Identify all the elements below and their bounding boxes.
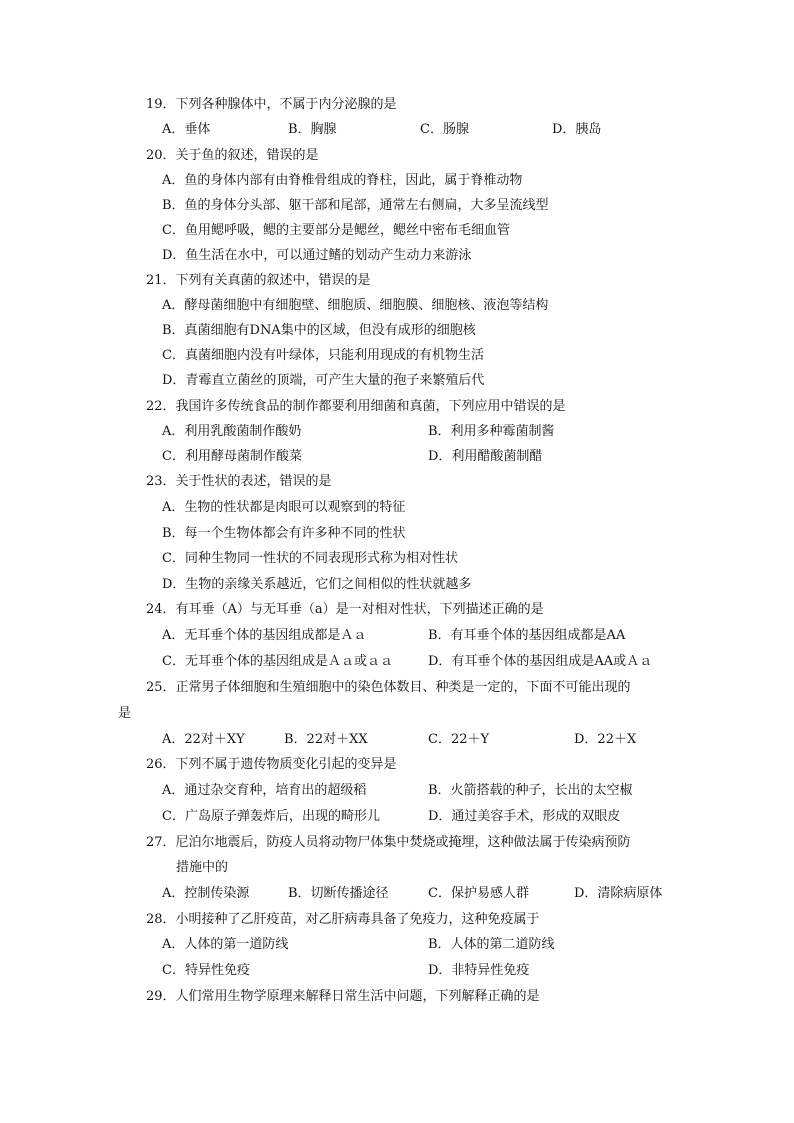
question-28-option-a: A．人体的第一道防线 <box>162 937 289 952</box>
question-19-stem: 19．下列各种腺体中，不属于内分泌腺的是 <box>146 97 397 112</box>
question-25-stem-continued: 是 <box>118 706 132 721</box>
question-20-option-a: A．鱼的身体内部有由脊椎骨组成的脊柱，因此，属于脊椎动物 <box>162 173 523 188</box>
question-22-option-c: C．利用酵母菌制作酸菜 <box>162 449 302 464</box>
question-20-stem: 20．关于鱼的叙述，错误的是 <box>146 148 319 163</box>
question-25-option-c: C．22＋Y <box>428 732 490 747</box>
question-21-option-c: C．真菌细胞内没有叶绿体，只能利用现成的有机物生活 <box>162 348 484 363</box>
question-20-option-d: D．鱼生活在水中，可以通过鳍的划动产生动力来游泳 <box>162 248 472 263</box>
question-28-stem: 28．小明接种了乙肝疫苗，对乙肝病毒具备了免疫力，这种免疫属于 <box>146 912 540 927</box>
question-25-option-a: A．22对＋XY <box>162 732 245 747</box>
question-20-option-c: C．鱼用鳃呼吸，鳃的主要部分是鳃丝，鳃丝中密布毛细血管 <box>162 223 510 238</box>
question-28-option-b: B．人体的第二道防线 <box>428 937 555 952</box>
question-26-option-a: A．通过杂交育种，培育出的超级稻 <box>162 783 367 798</box>
question-23-option-d: D．生物的亲缘关系越近，它们之间相似的性状就越多 <box>162 577 472 592</box>
question-28-option-c: C．特异性免疫 <box>162 963 250 978</box>
question-24-option-c: C．无耳垂个体的基因组成是Ａａ或ａａ <box>162 654 393 669</box>
question-25-option-d: D．22＋X <box>574 732 637 747</box>
question-19-option-b: B．胸腺 <box>288 122 337 137</box>
question-24-option-a: A．无耳垂个体的基因组成都是Ａａ <box>162 628 367 643</box>
question-23-option-c: C．同种生物同一性状的不同表现形式称为相对性状 <box>162 551 458 566</box>
question-29-stem: 29．人们常用生物学原理来解释日常生活中问题，下列解释正确的是 <box>146 989 540 1004</box>
question-21-option-a: A．酵母菌细胞中有细胞壁、细胞质、细胞膜、细胞核、液泡等结构 <box>162 298 549 313</box>
question-24-stem: 24．有耳垂（A）与无耳垂（a）是一对相对性状，下列描述正确的是 <box>146 602 544 617</box>
question-27-option-d: D．清除病原体 <box>574 886 663 901</box>
question-24-option-b: B．有耳垂个体的基因组成都是AA <box>428 628 626 643</box>
question-27-stem: 27．尼泊尔地震后，防疫人员将动物尸体集中焚烧或掩埋，这种做法属于传染病预防 <box>146 835 631 850</box>
question-23-option-b: B．每一个生物体都会有许多种不同的性状 <box>162 526 406 541</box>
question-26-option-b: B．火箭搭载的种子，长出的太空椒 <box>428 783 633 798</box>
question-25-option-b: B．22对＋XX <box>284 732 368 747</box>
question-27-option-c: C．保护易感人群 <box>428 886 529 901</box>
question-23-stem: 23．关于性状的表述，错误的是 <box>146 474 332 489</box>
question-21-option-d: D．青霉直立菌丝的顶端，可产生大量的孢子来繁殖后代 <box>162 373 485 388</box>
question-25-stem: 25．正常男子体细胞和生殖细胞中的染色体数目、种类是一定的，下面不可能出现的 <box>146 680 631 695</box>
question-22-option-d: D．利用醋酸菌制醋 <box>428 449 543 464</box>
question-26-stem: 26．下列不属于遗传物质变化引起的变异是 <box>146 757 397 772</box>
question-19-option-d: D．胰岛 <box>552 122 602 137</box>
question-24-option-d: D．有耳垂个体的基因组成是AA或Ａａ <box>428 654 653 669</box>
question-27-option-b: B．切断传播途径 <box>288 886 389 901</box>
question-26-option-d: D．通过美容手术，形成的双眼皮 <box>428 809 621 824</box>
question-22-option-b: B．利用多种霉菌制酱 <box>428 424 555 439</box>
question-19-option-c: C．肠腺 <box>420 122 469 137</box>
question-26-option-c: C．广岛原子弹轰炸后，出现的畸形儿 <box>162 809 380 824</box>
question-22-option-a: A．利用乳酸菌制作酸奶 <box>162 424 302 439</box>
question-27-option-a: A．控制传染源 <box>162 886 250 901</box>
question-22-stem: 22．我国许多传统食品的制作都要利用细菌和真菌，下列应用中错误的是 <box>146 399 566 414</box>
question-27-stem-continued: 措施中的 <box>176 860 229 875</box>
question-20-option-b: B．鱼的身体分头部、躯干部和尾部，通常左右侧扁，大多呈流线型 <box>162 198 549 213</box>
question-21-stem: 21．下列有关真菌的叙述中，错误的是 <box>146 273 371 288</box>
question-23-option-a: A．生物的性状都是肉眼可以观察到的特征 <box>162 500 406 515</box>
question-19-option-a: A．垂体 <box>162 122 211 137</box>
question-28-option-d: D．非特异性免疫 <box>428 963 530 978</box>
question-21-option-b: B．真菌细胞有DNA集中的区域，但没有成形的细胞核 <box>162 323 476 338</box>
